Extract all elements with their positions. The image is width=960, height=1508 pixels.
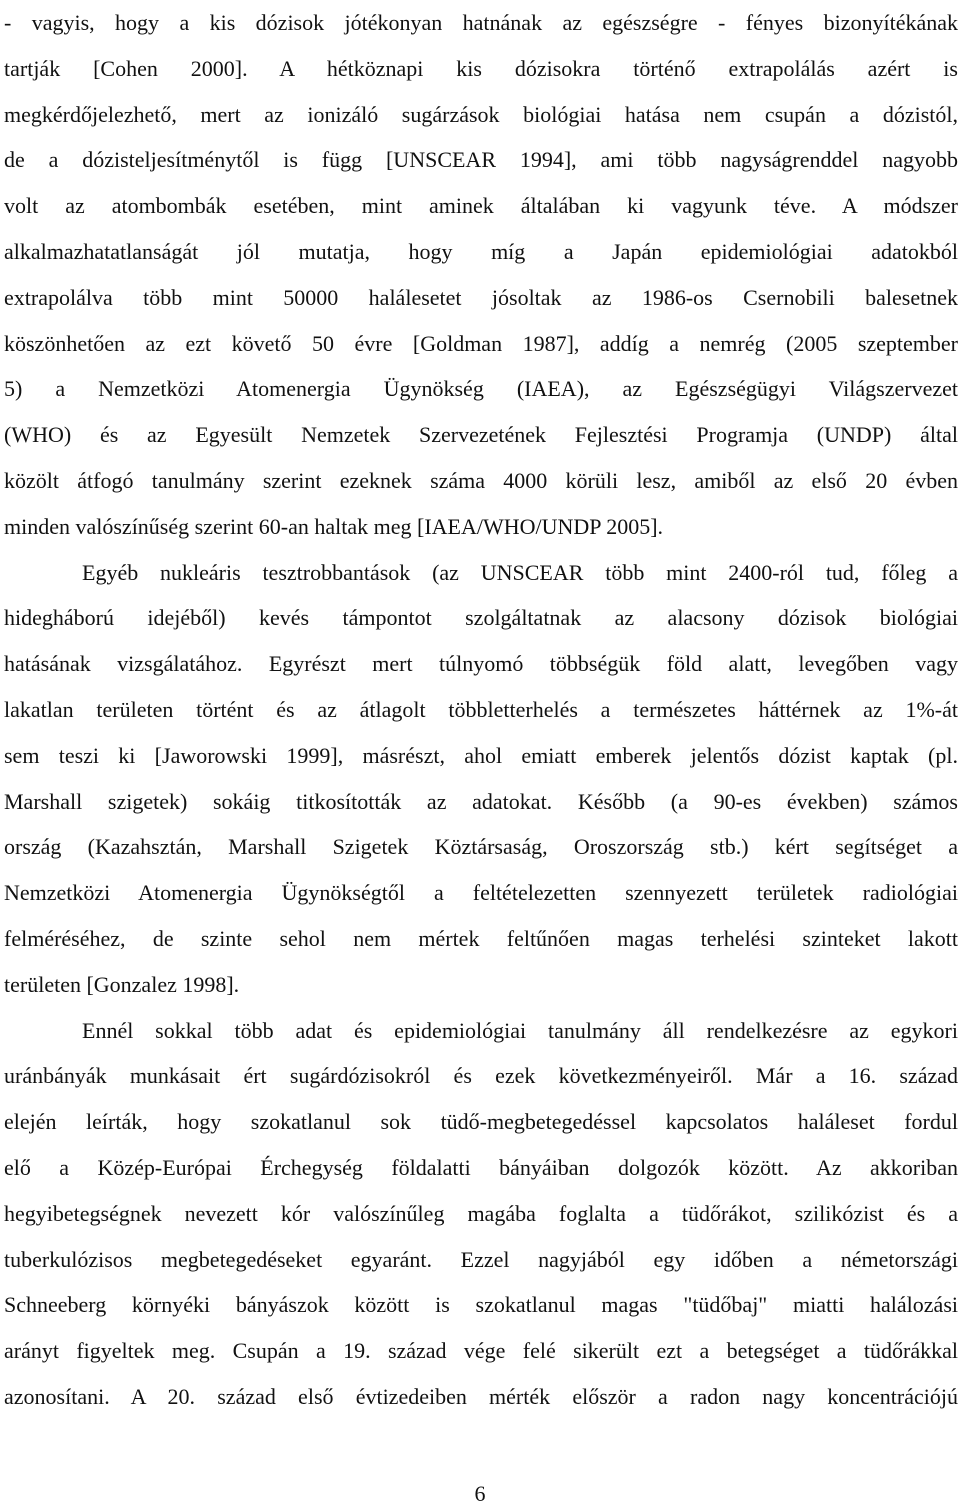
text-line: közölt átfogó tanulmány szerint ezeknek száma 4000 körüli lesz, amiből az első 20 évben	[4, 467, 958, 493]
text-line: Ennél sokkal több adat és epidemiológiai tanulmány áll rendelkezésre az egykori	[82, 1017, 958, 1043]
text-line: lakatlan területen történt és az átlagolt többletterhelés a természetes háttérnek az 1%-át	[4, 696, 958, 722]
text-line: Egyéb nukleáris tesztrobbantások (az UNSCEAR több mint 2400-ról tud, főleg a	[82, 559, 958, 585]
text-line: volt az atombombák esetében, mint aminek általában ki vagyunk téve. A módszer	[4, 193, 958, 219]
text-line: Marshall szigetek) sokáig titkosították az adatokat. Később (a 90-es években) számos	[4, 788, 958, 814]
text-line: köszönhetően az ezt követő 50 évre [Goldman 1987], addíg a nemrég (2005 szeptember	[4, 330, 958, 356]
text-line: (WHO) és az Egyesült Nemzetek Szervezetének Fejlesztési Programja (UNDP) által	[4, 422, 958, 448]
text-line: uránbányák munkásait ért sugárdózisokról és ezek következményeiről. Már a 16. század	[4, 1063, 958, 1089]
paragraph-2	[4, 550, 958, 1008]
text-line: arányt figyeltek meg. Csupán a 19. század vége felé sikerült ezt a betegséget a tüdőrákkal	[4, 1338, 958, 1364]
text-line: azonosítani. A 20. század első évtizedeiben mérték először a radon nagy koncentrációjú	[4, 1383, 958, 1409]
text-line: tuberkulózisos megbetegedéseket egyaránt. Ezzel nagyjából egy időben a németországi	[4, 1246, 958, 1272]
text-line: felméréséhez, de szinte sehol nem mértek feltűnően magas terhelési szinteket lakott	[4, 925, 958, 951]
text-line: területen [Gonzalez 1998].	[4, 971, 240, 997]
text-line: Schneeberg környéki bányászok között is szokatlanul magas "tüdőbaj" miatti halálozási	[4, 1292, 958, 1318]
document-page	[4, 0, 958, 1420]
text-line: hegyibetegségnek nevezett kór valószínűleg magába foglalta a tüdőrákot, szilikózist és a	[4, 1200, 958, 1226]
text-line: - vagyis, hogy a kis dózisok jótékonyan hatnának az egészségre - fényes bizonyítékának	[4, 10, 958, 35]
text-line: tartják [Cohen 2000]. A hétköznapi kis dózisokra történő extrapolálás azért is	[4, 55, 958, 81]
text-line: hidegháború idejéből) kevés támpontot szolgáltatnak az alacsony dózisok biológiai	[4, 605, 958, 631]
text-line: 5) a Nemzetközi Atomenergia Ügynökség (IAEA), az Egészségügyi Világszervezet	[4, 376, 958, 402]
text-line: hatásának vizsgálatához. Egyrészt mert túlnyomó többségük föld alatt, levegőben vagy	[4, 651, 958, 677]
paragraph-1	[4, 0, 958, 550]
text-line: elején leírták, hogy szokatlanul sok tüdő-megbetegedéssel kapcsolatos haláleset fordul	[4, 1109, 958, 1135]
text-line: ország (Kazahsztán, Marshall Szigetek Köztársaság, Oroszország stb.) kért segítséget a	[4, 834, 958, 860]
text-line: sem teszi ki [Jaworowski 1999], másrészt, ahol emiatt emberek jelentős dózist kaptak (pl.	[4, 742, 958, 768]
text-line: megkérdőjelezhető, mert az ionizáló sugárzások biológiai hatása nem csupán a dózistól,	[4, 101, 958, 127]
text-line: minden valószínűség szerint 60-an haltak meg [IAEA/WHO/UNDP 2005].	[4, 513, 664, 539]
text-line: elő a Közép-Európai Érchegység földalatti bányáiban dolgozók között. Az akkoriban	[4, 1154, 958, 1180]
text-line: extrapolálva több mint 50000 halálesetet jósoltak az 1986-os Csernobili balesetnek	[4, 284, 958, 310]
text-line: de a dózisteljesítménytől is függ [UNSCEAR 1994], ami több nagyságrenddel nagyobb	[4, 147, 958, 173]
text-line: alkalmazhatatlanságát jól mutatja, hogy míg a Japán epidemiológiai adatokból	[4, 238, 958, 264]
page-number: 6	[474, 1481, 486, 1506]
paragraph-3	[4, 1008, 958, 1420]
text-line: Nemzetközi Atomenergia Ügynökségtől a feltételezetten szennyezett területek radiológiai	[4, 880, 958, 906]
